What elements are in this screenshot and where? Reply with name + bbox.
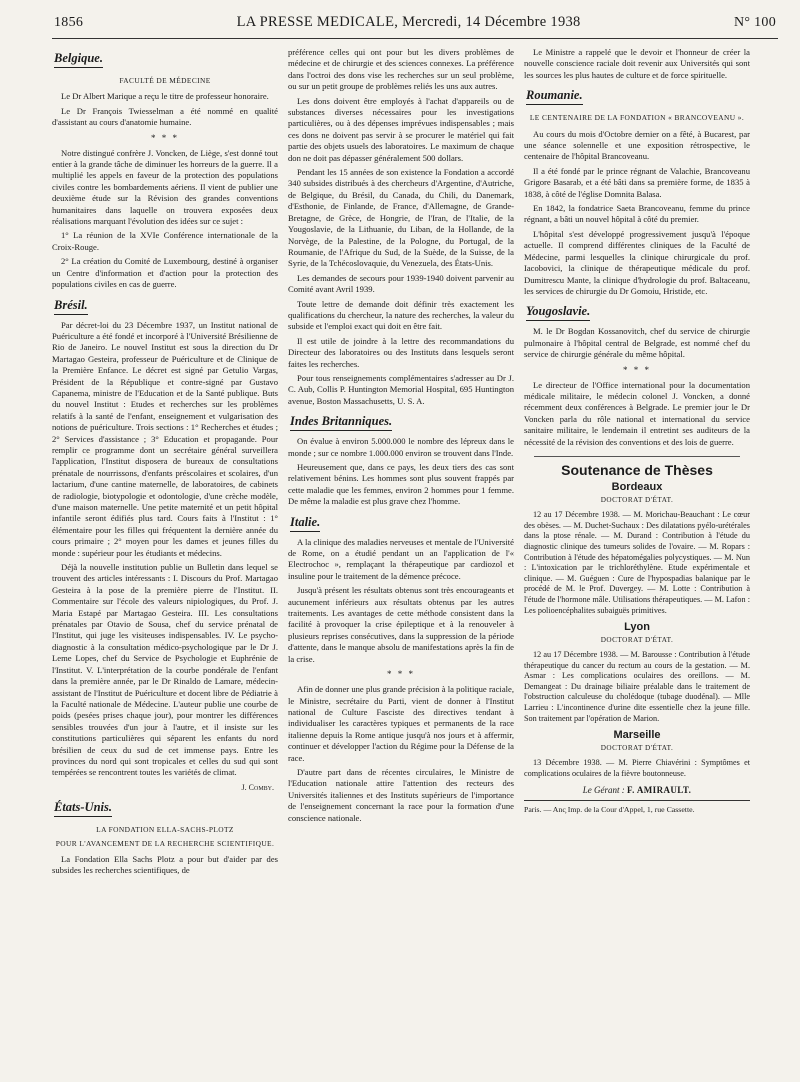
degree-label: DOCTORAT D'ÉTAT. bbox=[600, 495, 674, 504]
paragraph: Toute lettre de demande doit définir très exactement les qualifications du chercheur, la nature des recherches, la valeur du subside et l'emploi exact qui doit en être fait. bbox=[288, 298, 514, 332]
subhead-fondation: LA FONDATION ELLA-SACHS-PLOTZ bbox=[96, 825, 234, 835]
paragraph: 1° La réunion de la XVIe Conférence internationale de la Croix-Rouge. bbox=[52, 230, 278, 252]
asterism: * * * bbox=[151, 132, 179, 143]
paragraph: Le directeur de l'Office international pour la documentation médicale militaire, le médecin colonel J. Voncken, a donné récemment deux conférences à Belgrade. Le premier jour le Dr Voncken parla du rôle national et international du service sanitaire militaire, le lendemain il entretint ses auditeurs de la nécessité de la révision des conventions et des lois de guerre. bbox=[524, 379, 750, 447]
gerant-name: F. AMIRAULT. bbox=[627, 785, 692, 796]
subhead-faculte: FACULTÉ DE MÉDECINE bbox=[119, 76, 211, 85]
paragraph: Les demandes de secours pour 1939-1940 doivent parvenir au Comité avant Avril 1939. bbox=[288, 272, 514, 295]
paragraph: Pendant les 15 années de son existence la Fondation a accordé 340 subsides distribués à des chercheurs d'Argentine, d'Autriche, de Belgique, du Brésil, du Canada, du Chili, du Danemark, d'Esthonie, de Finlande, de France, d'Allemagne, de Grande-Bretagne, de Grèce, de Hongrie, de l'Iran, de l'Italie, de la Yougoslavie, de la Lithuanie, du Liban, de la Hollande, de la Norvège, de la Palestine, de la Pologne, du Portugal, de la Roumanie, de l'Afrique du Sud, de la Suède, de la Suisse, de la Syrie, de la Tchécoslovaquie, du Venezuela, des États-Unis. bbox=[288, 167, 514, 269]
issue-number: N° 100 bbox=[733, 15, 776, 30]
section-title-belgique: Belgique. bbox=[54, 51, 103, 68]
paragraph: Il est utile de joindre à la lettre des recommandations du Directeur des laboratoires ou des Instituts dans lesquels seront faites les recherches. bbox=[288, 335, 514, 369]
printer-imprint: Paris. — Anc᷊ Imp. de la Cour d'Appel, 1, rue Cassette. bbox=[524, 800, 750, 815]
paragraph: L'hôpital s'est développé progressivement jusqu'à l'époque actuelle. Il comprend différentes cliniques de la Faculté de Médecine, parmi lesquelles la clinique chirurgicale du prof. Iacobovici, la clinique de thérapeutique médicale du prof. Dumitrescu Mante, la clinique d'hydrologie du prof. Baltaceanu, les services de chirurgie du Dr Gomoiu, Hristide, etc. bbox=[524, 228, 750, 296]
paragraph: Par décret-loi du 23 Décembre 1937, un Institut national de Puériculture a été fondé et incorporé à l'Université Brésilienne de Rio de Janeiro. Le nouvel Institut est sous la direction du Dr Martagao Gesteira, professeur de Puériculture et de Clinique de la Première Enfance. Le décret est signé par Getulio Vargas, Président de la République et contre-signé par Gustavo Capanema, ministre de l'Education et de la Santé publique. Buts du nouvel Institut : Etudes et recherches sur les problèmes relatifs à la santé de l'enfant, enseignement et vulgarisation des notions de puériculture. Trois sections : 1° Recherches et études ; 2° Services d'assistance ; 3° Education et propagande. Pour remplir ce programme dont un secrétaire général surveillera l'application, l'Institut disposera de bureaux de consultations prénatale de nourrissons, d'enfants préscolaires et scolaires, d'un lactarium, d'une cantine maternelle, de laboratoires, de cabinets de radiologie, biotypologie et odontologie, d'une crèche modèle, d'une maison maternelle. Une petite maternité et un petit hôpital infantile seront édifiés plus tard. Cours faits à l'Institut : 1° élémentaire pour les filles qui fréquentent la dernière année du cours primaire ; 2° moyen pour les dames et jeunes filles du monde : supérieur pour les étudiants et médecins. bbox=[52, 319, 278, 558]
section-title-etats-unis: États-Unis. bbox=[54, 800, 112, 817]
paragraph: A la clinique des maladies nerveuses et mentale de l'Université de Rome, on a étudié pendant un an l'application de l'« Electrochoc », remplaçant la thérapeutique par cardiozol et insuline pour le traitement de la démence précoce. bbox=[288, 536, 514, 581]
column-1 bbox=[52, 47, 278, 880]
gerant-line bbox=[524, 785, 750, 796]
paragraph: Il a été fondé par le prince régnant de Valachie, Brancoveanu Grigore Basarab, et a été bâti dans sa première forme, de 1835 à 1838, à côté de l'église Domnita Balasa. bbox=[524, 165, 750, 199]
theses-title: Soutenance de Thèses bbox=[561, 461, 713, 478]
section-title-yougoslavie: Yougoslavie. bbox=[526, 304, 590, 321]
paragraph: Les dons doivent être employés à l'achat d'appareils ou de substances diverses nécessaires pour les investigations particulières, ou à des dépenses imprévues indispensables ; mais ces dons ne doivent pas servir à se procurer le matériel qui fait partie des objets usuels des laboratoires. Le maximum de chaque don ne doit pas dépasser généralement 500 dollars. bbox=[288, 95, 514, 163]
city-marseille: Marseille bbox=[613, 729, 661, 742]
column-3 bbox=[524, 47, 750, 880]
paragraph: Déjà la nouvelle institution publie un Bulletin dans lequel se trouvent des articles intéressants : I. Discours du Prof. Martagao Gesteira à la pose de la première pierre de l'Institut. II. Commentaire sur l'école des valeurs nipiologiques, du Prof. J. Maria Estapé par Martagao Gesteira. III. Les consultations prénatales par Otavio de Sousa, chef du service prénatal de l'Institut, qui juge les visiteuses indispensables. IV. Le psycho-diagnostic à la consultation médico-psychologique par le Dr J. Leme Lopes, chef du Service de Psychologie et Euphrénie de l'Institut. V. L'interprétation de la courbe pondérale de l'enfant dans la première année, par le Dr Rinaldo de Lamare, médecin-assistant de l'Institut de Puériculture et docent libre de Pédiatrie à la Faculté nationale de Médecine. L'auteur publie une courbe de poids (pesées prises chaque jour), pour montrer les différences sensibles trouvées d'un jour à l'autre, et il insiste sur les constitutions particulières qui séparent les enfants du nord brésilien de ceux du sud de cet immense pays. Entre les provinces du nord qui sont tropicales et celles du sud qui sont tempérées se rencontrent toutes les variétés de climat. bbox=[52, 562, 278, 778]
paragraph: M. le Dr Bogdan Kossanovitch, chef du service de chirurgie pulmonaire à l'hôpital central de Belgrade, est nommé chef du service de chirurgie générale du même hôpital. bbox=[524, 326, 750, 360]
signature: J. Comby. bbox=[241, 782, 274, 792]
subhead-centenaire: LE CENTENAIRE DE LA FONDATION « BRANCOVEANU ». bbox=[529, 113, 745, 123]
gerant-label: Le Gérant : bbox=[582, 785, 625, 796]
section-title-indes: Indes Britanniques. bbox=[290, 414, 392, 431]
paragraph: Notre distingué confrère J. Voncken, de Liège, s'est donné tout entier à la grande tâche de diminuer les horreurs de la guerre. Il a multiplié les appels en faveur de la protection des populations civiles contre les bombardements aériens. Il vient de publier une deuxième étude sur la Révision des grandes conventions humanitaires dans laquelle on trouvera exposées deux réalisations marquant l'évolution des idées sur ce sujet : bbox=[52, 147, 278, 227]
header-rule bbox=[52, 38, 778, 39]
paragraph: 2° La création du Comité de Luxembourg, destiné à organiser un Centre d'information et d'action pour la protection des populations civiles en cas de guerre. bbox=[52, 256, 278, 290]
degree-label: DOCTORAT D'ÉTAT. bbox=[600, 743, 674, 752]
journal-title: LA PRESSE MEDICALE, Mercredi, 14 Décembre 1938 bbox=[236, 14, 581, 30]
paragraph: En 1842, la fondatrice Saeta Brancoveanu, femme du prince régnant, a bâti un nouvel hôpital à côté du premier. bbox=[524, 203, 750, 225]
paragraph: Le Dr François Twiesselman a été nommé en qualité d'assistant au cours d'anatomie humaine. bbox=[52, 105, 278, 128]
asterism: * * * bbox=[387, 669, 415, 680]
asterism: * * * bbox=[623, 364, 651, 375]
page-number: 1856 bbox=[54, 15, 84, 30]
section-divider bbox=[534, 456, 740, 457]
columns bbox=[52, 47, 778, 880]
city-lyon: Lyon bbox=[624, 621, 650, 634]
column-2 bbox=[288, 47, 514, 880]
paragraph: Le Dr Albert Marique a reçu le titre de professeur honoraire. bbox=[61, 91, 269, 102]
thesis-list: 13 Décembre 1938. — M. Pierre Chiavérini : Symptômes et complications oculaires de la fièvre boutonneuse. bbox=[524, 757, 750, 778]
paragraph: Jusqu'à présent les résultats obtenus sont très encourageants et aucunement inférieurs aux résultats obtenus par les autres traitements. Les avantages de cette méthode consistent dans la facilité à provoquer la crise épileptique et à la renouveler à plusieurs reprises consécutives, dans la suppression de la période d'attente, dans le manque absolu de manifestations après la fin de la crise. bbox=[288, 585, 514, 664]
paragraph: préférence celles qui ont pour but les divers problèmes de médecine et de chirurgie et des sciences connexes. La préférence dans l'octroi des dons vise les recherches sur un seul problème, ou sur un petit groupe de problèmes reliés les uns aux autres. bbox=[288, 47, 514, 92]
degree-label: DOCTORAT D'ÉTAT. bbox=[600, 635, 674, 644]
paragraph: La Fondation Ella Sachs Plotz a pour but d'aider par des subsides les recherches scientifiques, de bbox=[52, 853, 278, 876]
paragraph: Heureusement que, dans ce pays, les deux tiers des cas sont relativement bénins. Les hommes sont plus souvent frappés par cette maladie que les femmes, environ 2 hommes pour 1 femme. De même la maladie est plus grave chez l'homme. bbox=[288, 462, 514, 507]
city-bordeaux: Bordeaux bbox=[611, 481, 663, 494]
section-title-bresil: Brésil. bbox=[54, 298, 88, 315]
section-title-italie: Italie. bbox=[290, 515, 320, 532]
paragraph: Afin de donner une plus grande précision à la politique raciale, le Ministre, secrétaire du Parti, vient de donner à l'Institut national de Culture Fasciste des directives tendant à individualiser les caractères typiques et permanents de la race italienne depuis la Rome antique jusqu'à nos jours et à affermir, continuer et développer l'action du Régime pour la Défense de la race. bbox=[288, 684, 514, 763]
thesis-list: 12 au 17 Décembre 1938. — M. Morichau-Beauchant : Le cœur des obèses. — M. Duchet-Suchaux : Des dilatations pyélo-urétérales dans la ptose rénale. — M. Durand : Contribution à l'étude du diagnostic clinique des tumeurs solides de l'ovaire. — M. Ropars : Contribution à l'étude des hépatomégalies polycystiques. — M. Nun : L'intoxication par le trichloréthylène. Etude expérimentale et clinique. — M. Guéguen : Cure de l'hypospadias balanique par le procédé de M. le Prof. Duvergey. — M. Lotte : Contribution à l'étude de l'hormone mâle. Utilisations thérapeutiques. — M. Lafon : Les polioencéphalites subaiguës primitives. bbox=[524, 510, 750, 615]
paragraph: Au cours du mois d'Octobre dernier on a fêté, à Bucarest, par une séance solennelle et une exposition rétrospective, le centenaire de l'hôpital Brancoveanu. bbox=[524, 128, 750, 162]
running-head bbox=[52, 14, 778, 36]
subhead-fondation-purpose: POUR L'AVANCEMENT DE LA RECHERCHE SCIENTIFIQUE. bbox=[55, 838, 275, 848]
paragraph: Pour tous renseignements complémentaires s'adresser au Dr J. C. Aub, Collis P. Huntington Memorial Hospital, 695 Huntington avenue, Boston Massachusetts, U. S. A. bbox=[288, 372, 514, 406]
thesis-list: 12 au 17 Décembre 1938. — M. Barousse : Contribution à l'étude thérapeutique du cancer du rectum au cours de la gestation. — M. Asmar : Les complications oculaires des oreillons. — M. Demangeat : Du drainage biliaire préalable dans le traitement de l'obstruction calculeuse du cholédoque (tubage duodénal). — Mlle Larrieu : L'incontinence d'urine dite essentielle chez la jeune fille. Son traitement par l'opération de Marion. bbox=[524, 649, 750, 723]
section-title-roumanie: Roumanie. bbox=[526, 88, 583, 105]
paragraph: D'autre part dans de récentes circulaires, le Ministre de l'Education nationale attire l'attention des recteurs des Universités italiennes et des Instituts supérieurs de l'importance de l'enseignement concernant la race pour la formation d'une conscience nationale. bbox=[288, 766, 514, 823]
paragraph: On évalue à environ 5.000.000 le nombre des lépreux dans le monde ; sur ce nombre 1.000.000 environ se trouvent dans l'Inde. bbox=[288, 436, 514, 458]
paragraph: Le Ministre a rappelé que le devoir et l'honneur de créer la nouvelle conscience raciale doit revenir aux Universités qui sont les sources les plus hautes de culture et de force spirituelle. bbox=[524, 47, 750, 80]
